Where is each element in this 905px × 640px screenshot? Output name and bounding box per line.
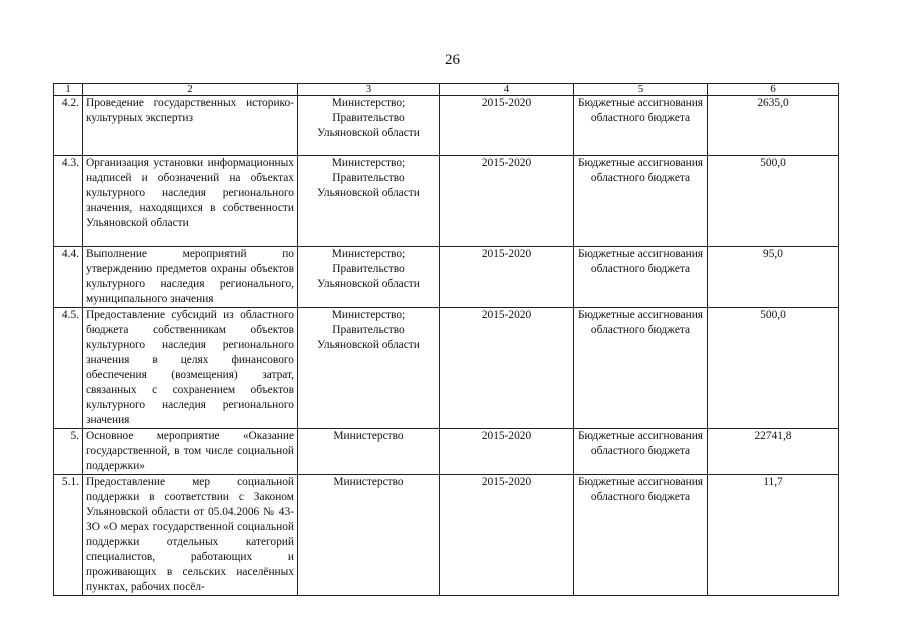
item-number: 5.1. xyxy=(54,475,83,596)
executor: Министерство xyxy=(298,429,440,475)
executor: Министерство xyxy=(298,475,440,596)
activity-name: Предоставление мер социальной поддержки в соответствии с Законом Ульяновской области от 05.04.2006 № 43-ЗО «О мерах государственной социальной поддержки отдельных категорий специалистов, работающих и проживающих в сельских населённых пунктах, рабочих посёл- xyxy=(83,475,298,596)
column-number: 3 xyxy=(298,84,440,96)
item-number: 4.4. xyxy=(54,247,83,308)
period: 2015-2020 xyxy=(440,429,574,475)
period: 2015-2020 xyxy=(440,156,574,247)
table-row xyxy=(54,429,839,475)
amount: 22741,8 xyxy=(708,429,839,475)
column-number: 4 xyxy=(440,84,574,96)
amount: 2635,0 xyxy=(708,96,839,156)
funding-source: Бюджетные ассигнования областного бюджета xyxy=(574,156,708,247)
activity-name: Основное мероприятие «Оказание государственной, в том числе социальной поддержки» xyxy=(83,429,298,475)
column-number: 2 xyxy=(83,84,298,96)
amount: 500,0 xyxy=(708,156,839,247)
amount: 500,0 xyxy=(708,308,839,429)
item-number: 4.5. xyxy=(54,308,83,429)
activity-name: Проведение государственных историко-культурных экспертиз xyxy=(83,96,298,156)
funding-source: Бюджетные ассигнования областного бюджета xyxy=(574,96,708,156)
table-row xyxy=(54,156,839,247)
funding-source: Бюджетные ассигнования областного бюджета xyxy=(574,475,708,596)
period: 2015-2020 xyxy=(440,96,574,156)
amount: 11,7 xyxy=(708,475,839,596)
period: 2015-2020 xyxy=(440,247,574,308)
table-row xyxy=(54,475,839,596)
period: 2015-2020 xyxy=(440,308,574,429)
column-number: 6 xyxy=(708,84,839,96)
column-number: 5 xyxy=(574,84,708,96)
executor: Министерство; Правительство Ульяновской области xyxy=(298,247,440,308)
amount: 95,0 xyxy=(708,247,839,308)
executor: Министерство; Правительство Ульяновской области xyxy=(298,156,440,247)
activity-name: Организация установки информационных надписей и обозначений на объектах культурного наследия регионального значения, находящихся в собственности Ульяновской области xyxy=(83,156,298,247)
activity-name: Предоставление субсидий из областного бюджета собственникам объектов культурного наследия регионального значения в целях финансового обеспечения (возмещения) затрат, связанных с сохранением объектов культурного наследия регионального значения xyxy=(83,308,298,429)
funding-source: Бюджетные ассигнования областного бюджета xyxy=(574,429,708,475)
funding-source: Бюджетные ассигнования областного бюджета xyxy=(574,308,708,429)
item-number: 5. xyxy=(54,429,83,475)
item-number: 4.3. xyxy=(54,156,83,247)
page-number: 26 xyxy=(445,52,460,68)
executor: Министерство; Правительство Ульяновской области xyxy=(298,96,440,156)
period: 2015-2020 xyxy=(440,475,574,596)
column-number: 1 xyxy=(54,84,83,96)
table-row xyxy=(54,96,839,156)
item-number: 4.2. xyxy=(54,96,83,156)
column-number-row xyxy=(54,84,839,96)
executor: Министерство; Правительство Ульяновской области xyxy=(298,308,440,429)
program-activities-table xyxy=(53,83,839,596)
table-row xyxy=(54,247,839,308)
funding-source: Бюджетные ассигнования областного бюджета xyxy=(574,247,708,308)
activity-name: Выполнение мероприятий по утверждению предметов охраны объектов культурного наследия регионального, муниципального значения xyxy=(83,247,298,308)
table-row xyxy=(54,308,839,429)
